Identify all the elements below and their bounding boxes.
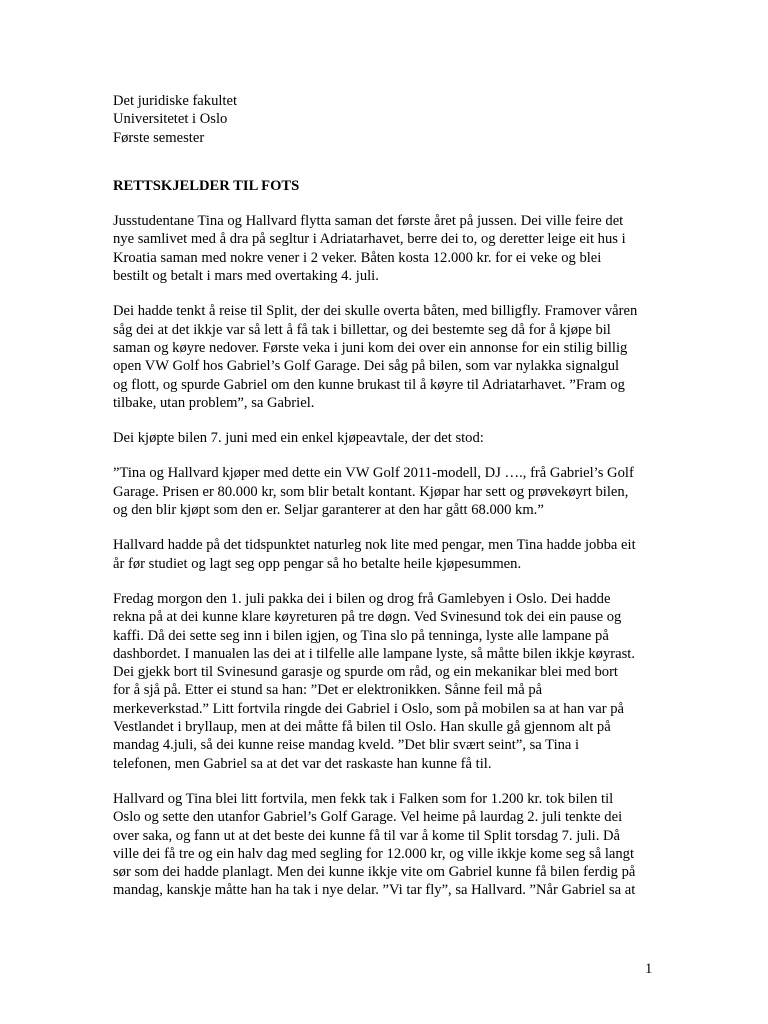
page-number: 1 (645, 961, 653, 977)
document-page (113, 92, 663, 900)
paragraph-line: Hallvard og Tina blei litt fortvila, men fekk tak i Falken som for 1.200 kr. tok bilen til (113, 790, 614, 807)
paragraph-line: Oslo og sette den utanfor Gabriel’s Golf Garage. Vel heime på laurdag 2. juli tenkte dei (113, 809, 623, 826)
paragraph-line: over saka, og fann ut at det beste dei kunne få til var å kome til Split torsdag 7. juli. Då (113, 827, 621, 844)
paragraph-line: kaffi. Då dei sette seg inn i bilen igjen, og Tina slo på tenninga, lyste alle lampane på (113, 627, 609, 644)
paragraph-line: bestilt og betalt i mars med overtaking 4. juli. (113, 268, 379, 285)
paragraph-line: såg dei at det ikkje var så lett å få tak i billettar, og dei bestemte seg då for å kjøpe bil (113, 321, 611, 338)
paragraph-line: Fredag morgon den 1. juli pakka dei i bilen og drog frå Gamlebyen i Oslo. Dei hadde (113, 590, 611, 607)
paragraph-line: rekna på at dei kunne klare køyreturen på tre døgn. Ved Svinesund tok dei ein pause og (113, 609, 622, 626)
header-faculty: Det juridiske fakultet (113, 93, 238, 109)
paragraph-line: ville dei få tre og ein halv dag med segling for 12.000 kr, og ville ikkje kome seg så langt (113, 845, 635, 862)
paragraph-line: Hallvard hadde på det tidspunktet naturleg nok lite med pengar, men Tina hadde jobba eit (113, 537, 636, 554)
paragraph (113, 464, 663, 519)
paragraph-line: mandag, kanskje måtte han ha tak i nye delar. ”Vi tar fly”, sa Hallvard. ”Når Gabriel sa at (113, 882, 636, 899)
paragraph-line: Dei gjekk bort til Svinesund garasje og spurde om råd, og ein mekanikar blei med bort (113, 664, 618, 681)
document-header (113, 92, 663, 147)
paragraph (113, 790, 663, 900)
paragraph (113, 536, 663, 573)
paragraph (113, 212, 663, 285)
paragraph-line: for å sjå på. Etter ei stund sa han: ”Det er elektronikken. Sånne feil må på (113, 682, 543, 699)
paragraph-line: Kroatia saman med nokre vener i 2 veker. Båten kosta 12.000 kr. for ei veke og blei (113, 249, 602, 266)
paragraph-line: Dei hadde tenkt å reise til Split, der dei skulle overta båten, med billigfly. Framover våren (113, 303, 638, 320)
paragraph-line: år før studiet og lagt seg opp pengar så ho betalte heile kjøpesummen. (113, 555, 522, 572)
paragraph-line: open VW Golf hos Gabriel’s Golf Garage. Dei såg på bilen, som var nylakka signalgul (113, 358, 620, 375)
paragraph-line: Vestlandet i bryllaup, men at dei måtte få bilen til Oslo. Han skulle gå gjennom alt på (113, 719, 611, 736)
paragraph-line: telefonen, men Gabriel sa at det var det raskaste han kunne få til. (113, 755, 492, 772)
paragraph (113, 590, 663, 773)
paragraph-line: saman og køyre nedover. Første veka i juni kom dei over ein annonse for ein stilig billig (113, 339, 628, 356)
paragraph-line: mandag 4.juli, så dei kunne reise mandag kveld. ”Det blir svært seint”, sa Tina i (113, 737, 580, 754)
paragraph-line: merkeverkstad.” Litt fortvila ringde dei Gabriel i Oslo, som på mobilen sa at han var på (113, 700, 625, 717)
paragraph-line: Garage. Prisen er 80.000 kr, som blir betalt kontant. Kjøpar har sett og prøvekøyrt bilen, (113, 483, 629, 500)
paragraph (113, 302, 663, 412)
header-semester: Første semester (113, 129, 205, 146)
paragraph (113, 429, 663, 447)
paragraph-line: nye samlivet med å dra på segltur i Adriatarhavet, berre dei to, og deretter leige eit hus i (113, 231, 626, 248)
paragraph-line: ”Tina og Hallvard kjøper med dette ein VW Golf 2011-modell, DJ …., frå Gabriel’s Golf (113, 465, 634, 482)
paragraph-line: dashbordet. I manualen las dei at i tilfelle alle lampane lyste, så måtte bilen ikkje køyrast. (113, 645, 635, 662)
paragraph-line: tilbake, utan problem”, sa Gabriel. (113, 394, 315, 411)
paragraph-line: og den blir kjøpt som den er. Seljar garanterer at den har gått 68.000 km.” (113, 502, 544, 519)
paragraph-line: og flott, og spurde Gabriel om den kunne brukast til å køyre til Adriatarhavet. ”Fram og (113, 376, 625, 393)
document-title: RETTSKJELDER TIL FOTS (113, 177, 300, 194)
paragraph-line: Jusstudentane Tina og Hallvard flytta saman det første året på jussen. Dei ville feire det (113, 213, 624, 230)
paragraph-line: Dei kjøpte bilen 7. juni med ein enkel kjøpeavtale, der det stod: (113, 430, 484, 447)
document-body (113, 212, 663, 900)
header-university: Universitetet i Oslo (113, 111, 228, 128)
paragraph-line: sør som dei hadde planlagt. Men dei kunne ikkje vite om Gabriel kunne få bilen ferdig på (113, 864, 636, 881)
